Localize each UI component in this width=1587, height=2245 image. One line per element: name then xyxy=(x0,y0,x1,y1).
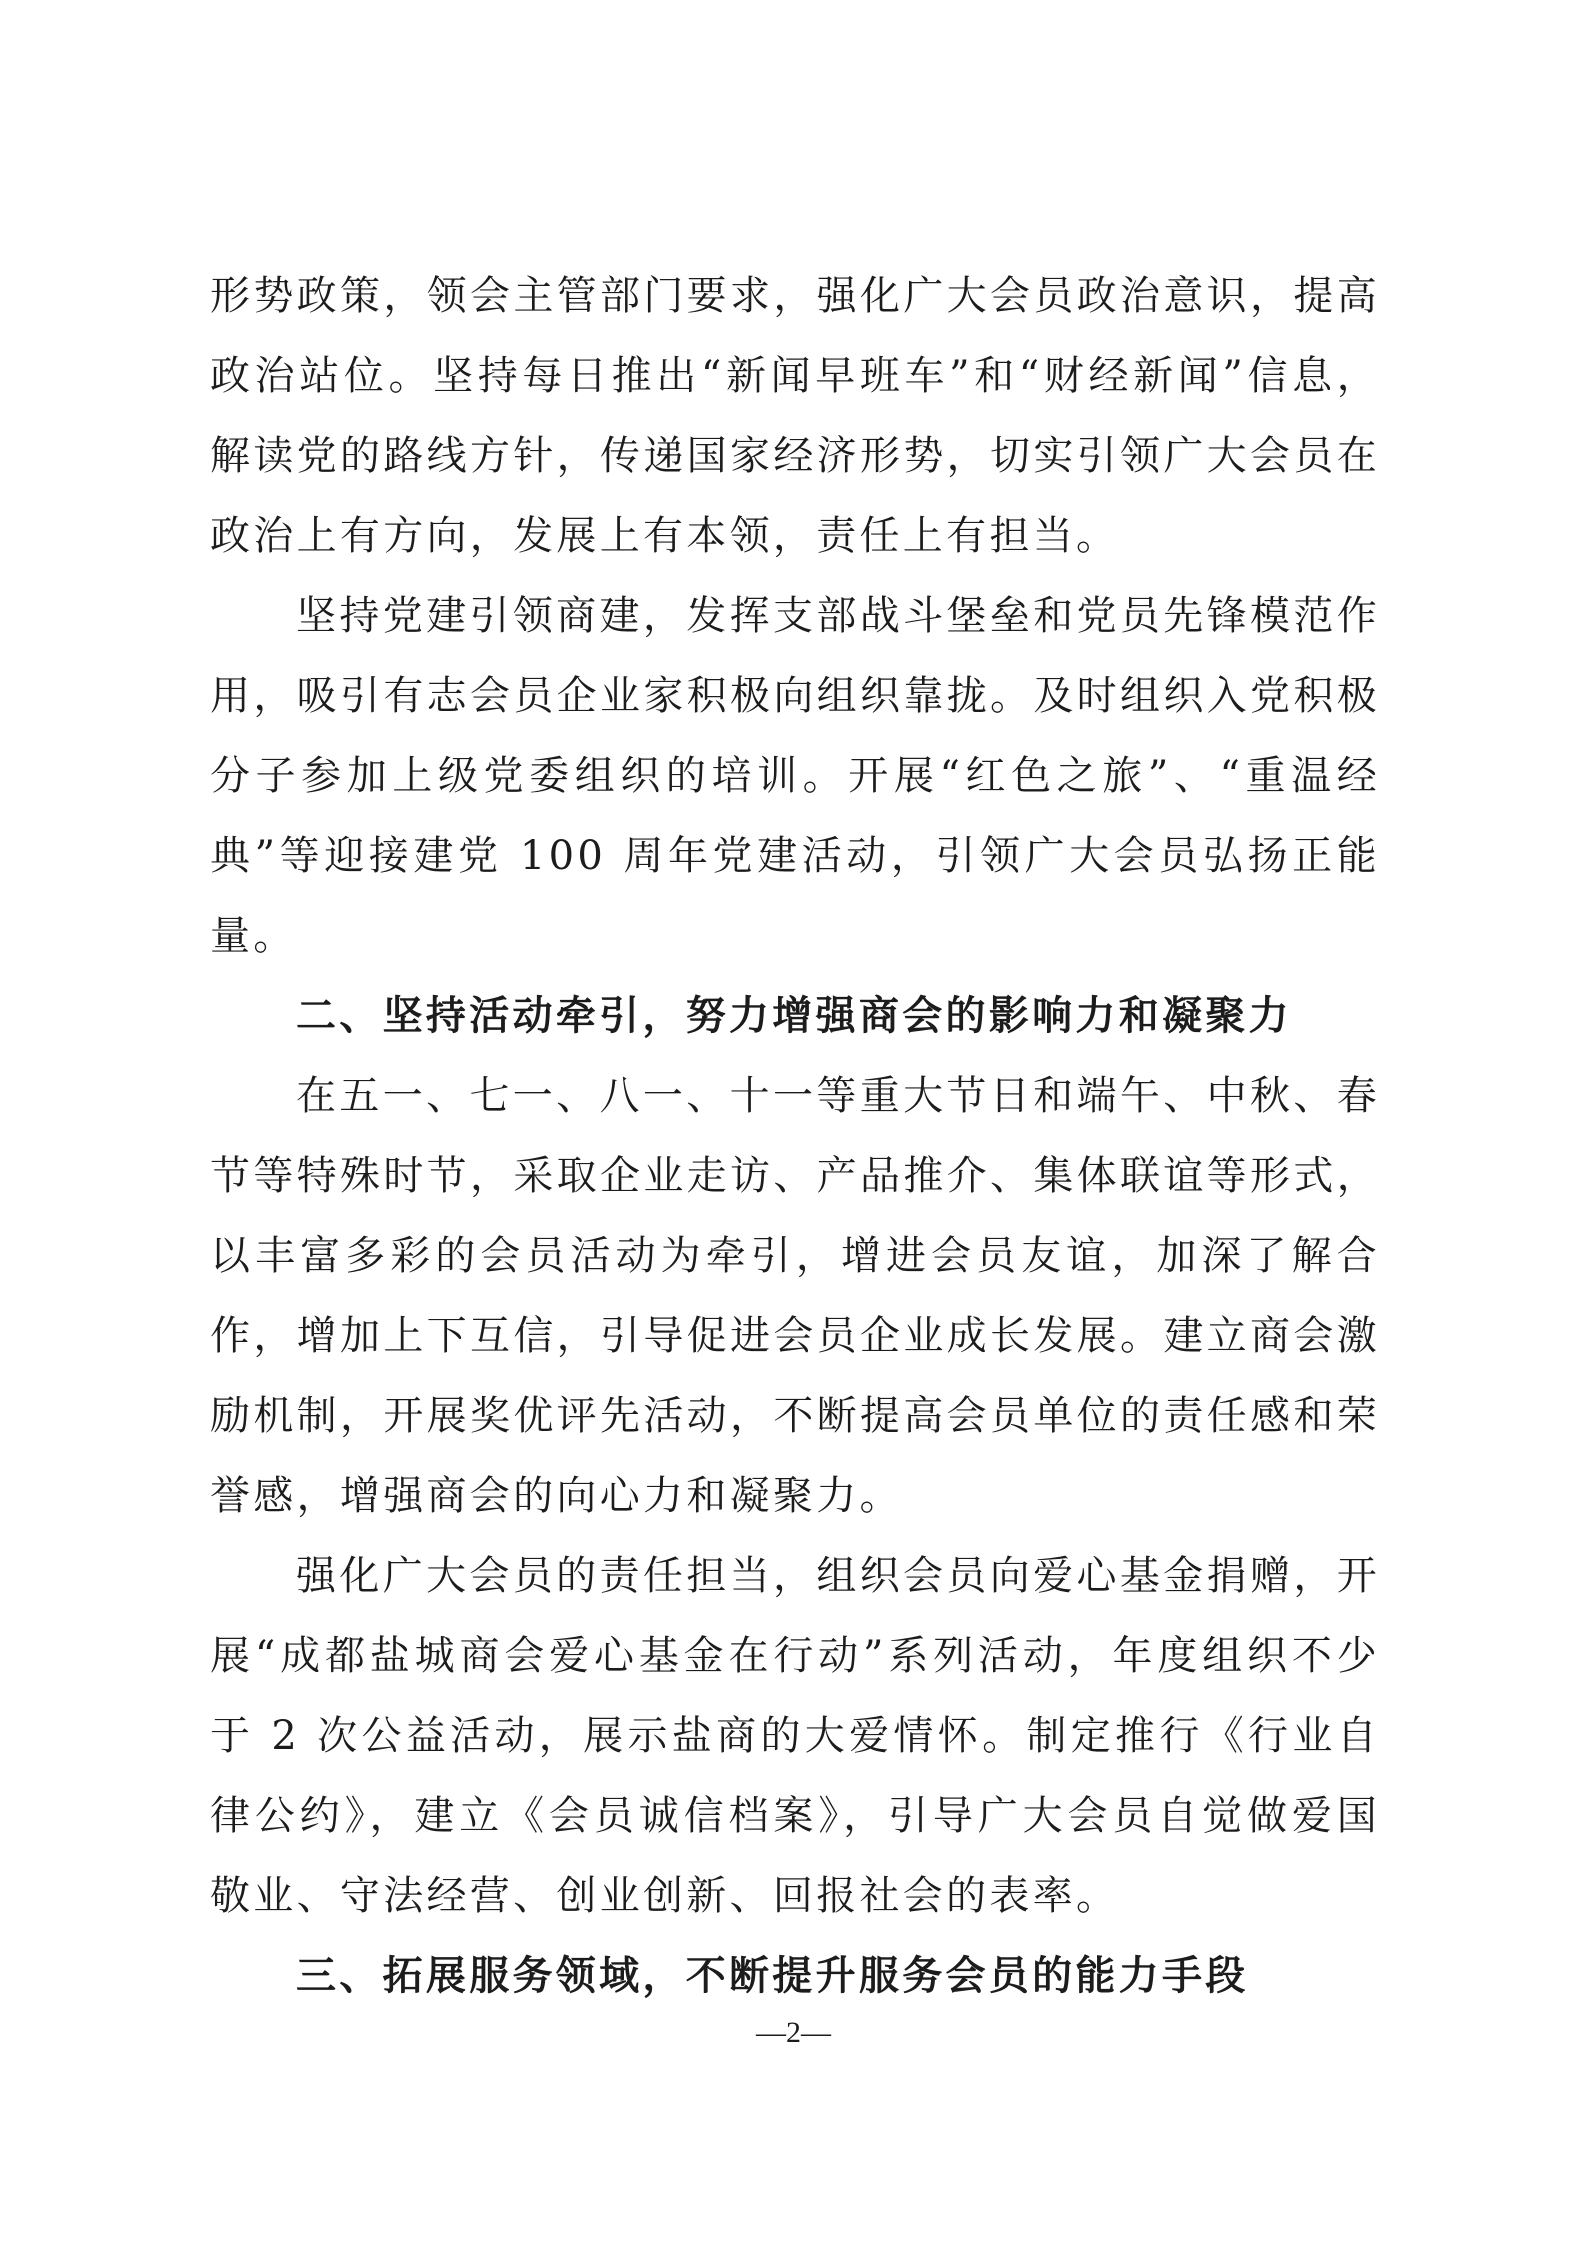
section-heading-3: 三、拓展服务领域，不断提升服务会员的能力手段 xyxy=(296,1953,1249,1999)
paragraph-activities: 在五一、七一、八一、十一等重大节日和端午、中秋、春节等特殊时节，采取企业走访、产品推介、集体联谊等形式，以丰富多彩的会员活动为牵引，增进会员友谊，加深了解合作，增加上下互信，引导促进会员企业成长发展。建立商会激励机制，开展奖优评先活动，不断提高会员单位的责任感和荣誉感，增强商会的向心力和凝聚力。 xyxy=(210,1073,1380,1519)
paragraph-party-building: 坚持党建引领商建，发挥支部战斗堡垒和党员先锋模范作用，吸引有志会员企业家积极向组织靠拢。及时组织入党积极分子参加上级党委组织的培训。开展“红色之旅”、“重温经典”等迎接建党 100 周年党建活动，引领广大会员弘扬正能量。 xyxy=(210,593,1380,959)
document-body xyxy=(210,256,1380,2016)
paragraph-continued: 形势政策，领会主管部门要求，强化广大会员政治意识，提高政治站位。坚持每日推出“新闻早班车”和“财经新闻”信息，解读党的路线方针，传递国家经济形势，切实引领广大会员在政治上有方向，发展上有本领，责任上有担当。 xyxy=(210,273,1380,559)
section-heading-2: 二、坚持活动牵引，努力增强商会的影响力和凝聚力 xyxy=(296,993,1292,1039)
paragraph-responsibility: 强化广大会员的责任担当，组织会员向爱心基金捐赠，开展“成都盐城商会爱心基金在行动”系列活动，年度组织不少于 2 次公益活动，展示盐商的大爱情怀。制定推行《行业自律公约》，建立《会员诚信档案》，引导广大会员自觉做爱国敬业、守法经营、创业创新、回报社会的表率。 xyxy=(210,1553,1380,1919)
page-number: —2— xyxy=(756,2016,831,2049)
